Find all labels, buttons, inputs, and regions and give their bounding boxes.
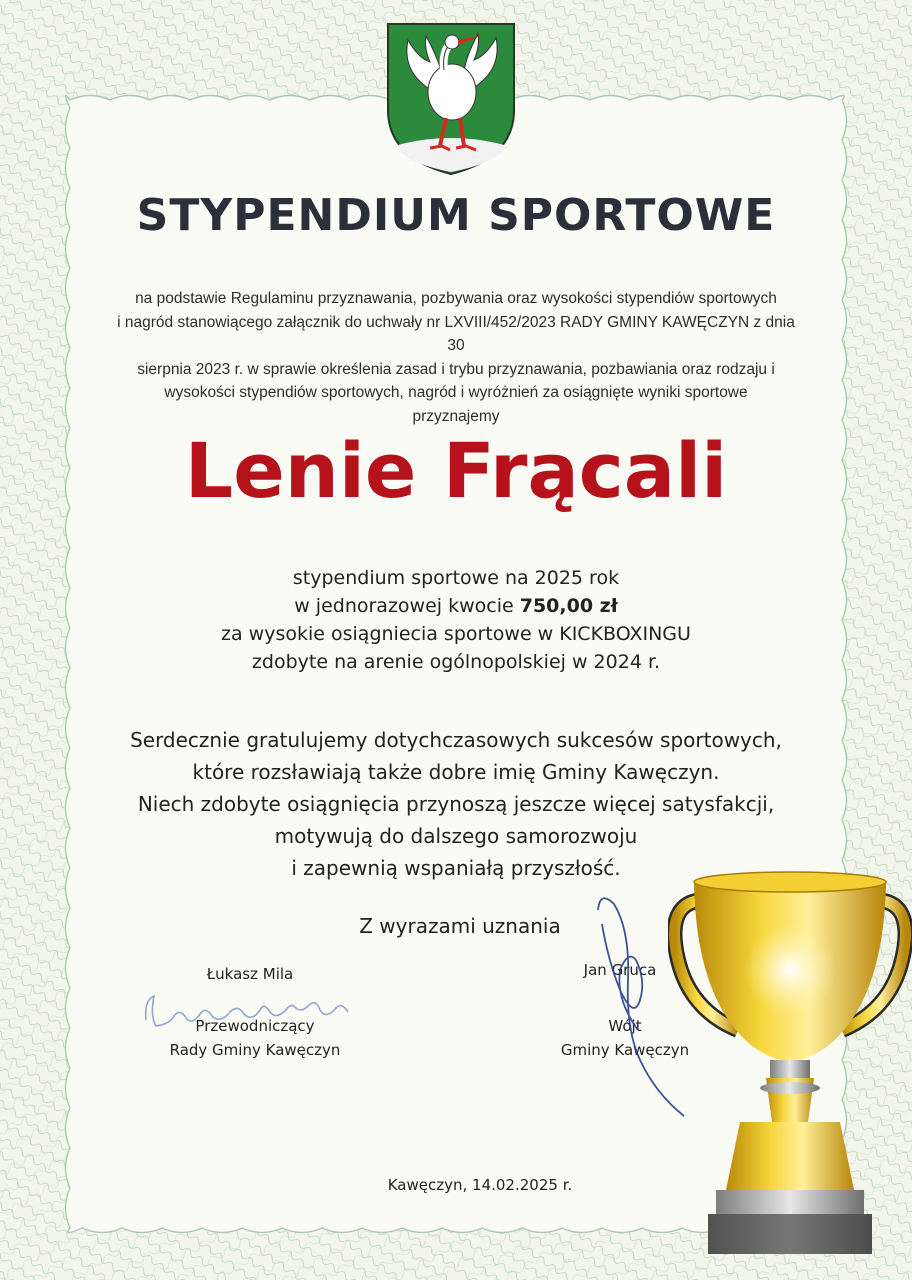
preamble-line: przyznajemy [412,407,500,425]
signatory-left-role [140,1014,370,1062]
award-details [120,564,792,676]
stork-coat-of-arms-icon [384,18,518,178]
closing-phrase: Z wyrazami uznania [359,914,561,938]
signatory-left-role-line: Przewodniczący [195,1017,315,1035]
congrats-line: motywują do dalszego samorozwoju [274,824,638,848]
award-amount-prefix: w jednorazowej kwocie [294,595,520,617]
award-line: za wysokie osiągniecia sportowe w KICKBOXINGU [221,623,691,645]
congrats-line: i zapewnią wspaniałą przyszłość. [291,856,621,880]
signatory-left-name: Łukasz Mila [206,965,294,983]
signatory-right-name: Jan Gruca [583,961,657,979]
congrats-line: Serdecznie gratulujemy dotychczasowych sukcesów sportowych, [130,728,782,752]
award-amount: 750,00 zł [519,595,618,617]
award-line: zdobyte na arenie ogólnopolskiej w 2024 r. [251,651,661,673]
signatory-right-role-line: Gminy Kawęczyn [560,1041,690,1059]
preamble-line: sierpnia 2023 r. w sprawie określenia zasad i trybu przyznawania, pozbawiania oraz rodzaju i [137,360,775,378]
award-line: stypendium sportowe na 2025 rok [292,567,620,589]
recipient-name: Lenie Frącali [184,426,728,515]
trophy-cup-icon [668,860,912,1280]
preamble [110,287,802,428]
congrats-line: Niech zdobyte osiągnięcia przynoszą jeszcze więcej satysfakcji, [137,792,775,816]
award-amount-line [120,592,792,620]
place-and-date: Kawęczyn, 14.02.2025 r. [387,1176,573,1194]
certificate-title: STYPENDIUM SPORTOWE [136,190,776,241]
signatory-right-role-line: Wójt [608,1017,642,1035]
congrats-line: które rozsławiają także dobre imię Gminy Kawęczyn. [192,760,720,784]
signature-right [580,880,700,1130]
preamble-line: wysokości stypendiów sportowych, nagród i wyróżnień za osiągnięte wyniki sportowe [164,384,748,401]
preamble-line: na podstawie Regulaminu przyznawania, pozbywania oraz wysokości stypendiów sportowych [135,290,777,307]
preamble-line: i nagród stanowiącego załącznik do uchwały nr LXVIII/452/2023 RADY GMINY KAWĘCZYN z dnia 30 [117,313,795,354]
signatory-left-role-line: Rady Gminy Kawęczyn [169,1041,341,1059]
